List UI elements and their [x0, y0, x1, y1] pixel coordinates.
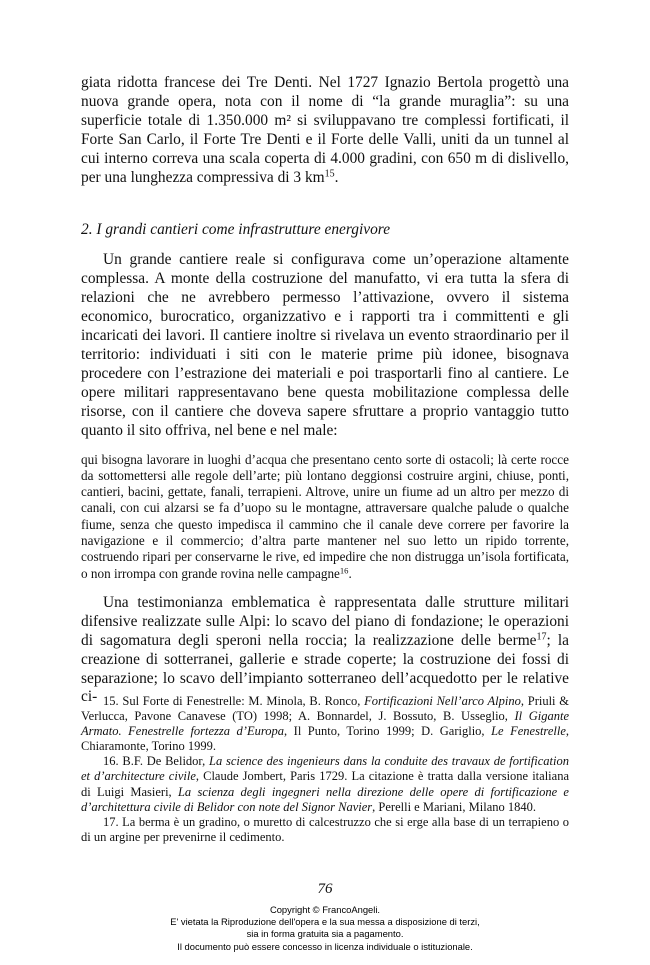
- footnote-15-title-1: Fortificazioni Nell’arco Alpino: [364, 694, 521, 708]
- intro-paragraph: [81, 74, 569, 187]
- copyright-line-2: E' vietata la Riproduzione dell'opera e la sua messa a disposizione di terzi,: [170, 916, 480, 928]
- page-body: [81, 74, 569, 707]
- page-number: 76: [317, 881, 333, 897]
- paragraph-3: [81, 594, 569, 707]
- footnotes: [81, 694, 569, 845]
- footnote-ref-15[interactable]: 15: [324, 168, 335, 180]
- copyright-notice: [0, 904, 650, 953]
- footnote-17: 17. La berma è un gradino, o muretto di calcestruzzo che si erge alla base di un terrapieno o di un argine per prevenirne il cedimento.: [81, 814, 569, 844]
- footnote-15-text: 15. Sul Forte di Fenestrelle: M. Minola, B. Ronco,: [103, 694, 365, 708]
- footnote-15-title-3: Le Fenestrelle: [491, 724, 566, 739]
- copyright-line-1: Copyright © FrancoAngeli.: [269, 904, 381, 915]
- paragraph-3-text-b: ; la creazione di sotterranei, gallerie e strade coperte; la costruzione dei fossi di separazione; lo scavo dell’impianto sotterraneo dell’acquedotto per le relative ci-: [81, 631, 570, 706]
- footnote-15-text-d: , Chiaramonte, Torino 1999.: [81, 724, 569, 754]
- copyright-line-3: sia in forma gratuita sia a pagamento.: [246, 928, 404, 940]
- section-heading: 2. I grandi cantieri come infrastrutture energivore: [81, 221, 391, 239]
- footnote-16-title-2: La scienza degli ingegneri nella direzione delle opere di fortificazione e d’architettura civile di Belidor con note del Signor Navier: [81, 784, 569, 814]
- footnote-16-text: 16. B.F. De Belidor,: [103, 754, 209, 769]
- footnote-16: [81, 754, 569, 814]
- footnote-ref-16[interactable]: 16: [339, 564, 349, 575]
- footnote-15-text-b: , Priuli & Verlucca, Pavone Canavese (TO) 1998; A. Bonnardel, J. Bossuto, B. Usseglio,: [81, 694, 569, 724]
- footnote-ref-17[interactable]: 17: [536, 631, 547, 643]
- quote-text: qui bisogna lavorare in luoghi d’acqua che presentano cento sorte di ostacoli; là certe rocce da sottomettersi alle regole dell’arte; più lontano deggionsi costruire argini, chiuse, ponti, cantieri, bacini, gettate, fanali, terrapieni. Altrove, unire un fiume ad un altro per mezzo di canali, con cui alzarsi se fa d’uopo su le montagne, attraversare qualche palude o qualche fiume, senza che questo impedisca il cammino che il canale deve correre per favorire la navigazione e il commercio; d’altra parte mantener nel suo letto un ripido torrente, costruendo ripari per conservarne le rive, ed impedire che non distrugga un’isola fortificata, o non irrompa con grande rovina nelle campagne: [81, 451, 569, 581]
- paragraph-3-text-a: Una testimonianza emblematica è rappresentata dalle strutture militari difensive realizzate sulle Alpi: lo scavo del piano di fondazione; le operazioni di sagomatura degli speroni nella roccia; la realizzazione delle berme: [81, 593, 569, 649]
- quote-end: .: [348, 565, 352, 581]
- copyright-line-4: Il documento può essere concesso in licenza individuale o istituzionale.: [177, 940, 473, 952]
- intro-text: giata ridotta francese dei Tre Denti. Nel 1727 Ignazio Bertola progettò una nuova grande opera, nota con il nome di “la grande muraglia”: su una superficie totale di 1.350.000 m² si sviluppavano tre complessi fortificati, il Forte San Carlo, il Forte Tre Denti e il Forte delle Valli, uniti da un tunnel al cui interno correva una scala coperta di 4.000 gradini, con 650 m di dislivello, per una lunghezza compressiva di 3 km: [81, 74, 569, 186]
- intro-end: .: [334, 168, 339, 186]
- footnote-16-text-c: , Perelli e Mariani, Milano 1840.: [372, 799, 537, 814]
- footnote-16-text-b: , Claude Jombert, Paris 1729. La citazione è tratta dalla versione italiana di Luigi Masieri,: [81, 769, 569, 799]
- block-quote: [81, 452, 569, 582]
- footnote-15-title-2: Il Gigante Armato. Fenestrelle fortezza d’Europa: [81, 709, 569, 739]
- footnote-15: [81, 694, 569, 754]
- footnote-15-text-c: , Il Punto, Torino 1999; D. Gariglio,: [284, 724, 492, 739]
- paragraph-2: Un grande cantiere reale si configurava come un’operazione altamente complessa. A monte della costruzione del manufatto, vi era tutta la sfera di relazioni che ne avrebbero permesso l’attivazione, ovvero il sistema economico, burocratico, organizzativo e i rapporti tra i committenti e gli incaricati dei lavori. Il cantiere inoltre si rivelava un evento straordinario per il territorio: individuati i siti con le materie prime più idonee, bisognava procedere con l’estrazione dei materiali e poi trasportarli fino al cantiere. Le opere militari rappresentavano bene questa mobilitazione complessa delle risorse, con il cantiere che doveva sapere sfruttare a proprio vantaggio tutto quanto il sito offriva, nel bene e nel male:: [81, 251, 569, 439]
- footnote-16-title-1: La science des ingenieurs dans la conduite des travaux de fortification et d’architecture civile: [81, 754, 569, 784]
